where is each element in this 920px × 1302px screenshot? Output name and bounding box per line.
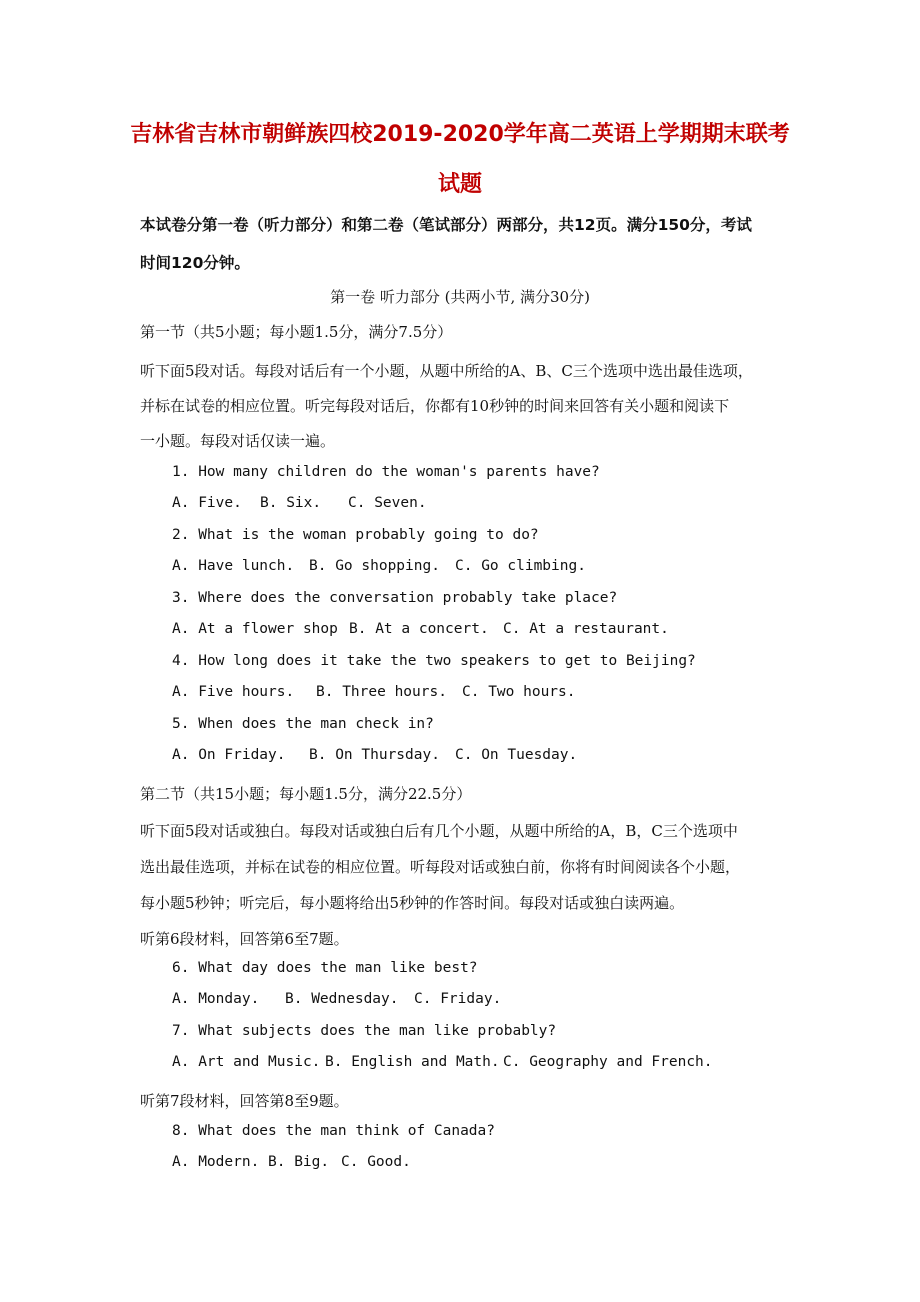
option-b: B. Six. — [260, 495, 322, 511]
question-7-options — [172, 1055, 713, 1070]
option-c: C. Good. — [341, 1154, 411, 1170]
question-4-options — [172, 685, 576, 700]
question-8: 8. What does the man think of Canada? — [172, 1123, 496, 1139]
option-b: B. Go shopping. — [309, 558, 440, 574]
question-6: 6. What day does the man like best? — [172, 960, 478, 976]
document-title-line-2: 试题 — [437, 172, 482, 197]
question-4: 4. How long does it take the two speakers to get to Beijing? — [172, 653, 696, 669]
section-two-instructions-line-2: 选出最佳选项，并标在试卷的相应位置。听每段对话或独白前，你将有时间阅读各个小题， — [140, 858, 741, 876]
option-c: C. At a restaurant. — [503, 621, 669, 637]
question-3-options — [172, 622, 669, 637]
option-a: A. Five hours. — [172, 684, 295, 700]
option-b: B. On Thursday. — [309, 747, 440, 763]
group-7-heading: 听第7段材料，回答第8至9题。 — [140, 1092, 349, 1110]
question-1-options — [172, 496, 427, 511]
option-b: B. Wednesday. — [285, 991, 399, 1007]
option-c: C. Friday. — [414, 991, 502, 1007]
question-7: 7. What subjects does the man like probably? — [172, 1023, 557, 1039]
question-1: 1. How many children do the woman's parents have? — [172, 464, 600, 480]
option-a: A. Monday. — [172, 991, 260, 1007]
question-2-options — [172, 559, 586, 574]
option-c: C. Two hours. — [462, 684, 576, 700]
option-a: A. Art and Music. — [172, 1054, 321, 1070]
intro-line-2: 时间120分钟。 — [140, 254, 250, 272]
part-one-heading: 第一卷 听力部分 (共两小节, 满分30分) — [330, 288, 590, 306]
option-c: C. On Tuesday. — [455, 747, 578, 763]
option-a: A. Five. — [172, 495, 242, 511]
section-one-instructions-line-3: 一小题。每段对话仅读一遍。 — [140, 432, 336, 450]
group-6-heading: 听第6段材料，回答第6至7题。 — [140, 930, 349, 948]
option-a: A. On Friday. — [172, 747, 286, 763]
option-c: C. Seven. — [348, 495, 427, 511]
question-2: 2. What is the woman probably going to do? — [172, 527, 539, 543]
section-one-heading: 第一节（共5小题；每小题1.5分，满分7.5分） — [140, 323, 453, 341]
question-5: 5. When does the man check in? — [172, 716, 434, 732]
option-b: B. Big. — [268, 1154, 330, 1170]
question-6-options — [172, 992, 501, 1007]
question-8-options — [172, 1155, 411, 1170]
option-a: A. Modern. — [172, 1154, 260, 1170]
document-title-line-1: 吉林省吉林市朝鲜族四校2019-2020学年高二英语上学期期末联考 — [130, 122, 790, 147]
option-a: A. Have lunch. — [172, 558, 295, 574]
option-c: C. Go climbing. — [455, 558, 586, 574]
question-5-options — [172, 748, 577, 763]
option-c: C. Geography and French. — [503, 1054, 713, 1070]
option-b: B. At a concert. — [349, 621, 489, 637]
option-b: B. Three hours. — [316, 684, 447, 700]
section-one-instructions-line-2: 并标在试卷的相应位置。听完每段对话后，你都有10秒钟的时间来回答有关小题和阅读下 — [140, 397, 730, 415]
intro-line-1: 本试卷分第一卷（听力部分）和第二卷（笔试部分）两部分，共12页。满分150分，考试 — [140, 216, 752, 234]
section-two-instructions-line-3: 每小题5秒钟；听完后，每小题将给出5秒钟的作答时间。每段对话或独白读两遍。 — [140, 894, 685, 912]
option-b: B. English and Math. — [325, 1054, 500, 1070]
option-a: A. At a flower shop — [172, 621, 338, 637]
question-3: 3. Where does the conversation probably take place? — [172, 590, 618, 606]
section-two-instructions-line-1: 听下面5段对话或独白。每段对话或独白后有几个小题，从题中所给的A，B，C三个选项中 — [140, 822, 738, 840]
section-one-instructions-line-1: 听下面5段对话。每段对话后有一个小题，从题中所给的A、B、C三个选项中选出最佳选项， — [140, 362, 753, 380]
section-two-heading: 第二节（共15小题；每小题1.5分，满分22.5分） — [140, 785, 472, 803]
